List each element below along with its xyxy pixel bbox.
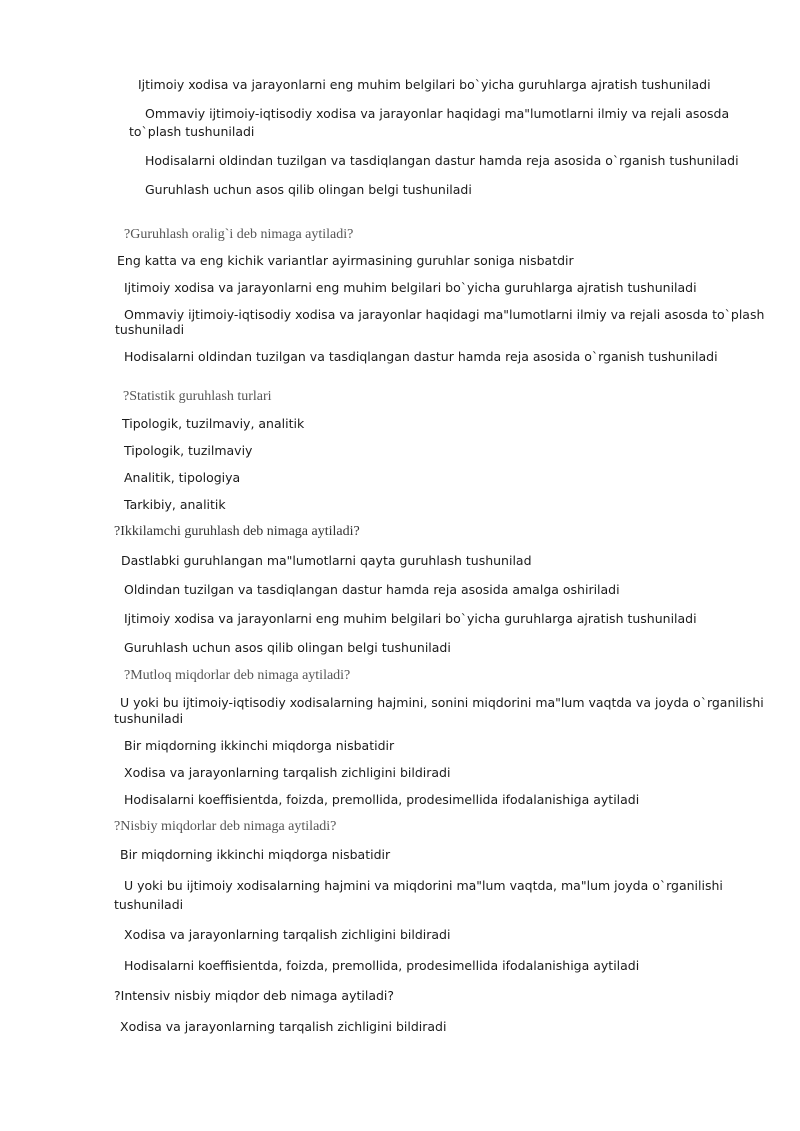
option-text-continuation: tushuniladi bbox=[115, 322, 185, 337]
option-text: Oldindan tuzilgan va tasdiqlangan dastur hamda reja asosida amalga oshiriladi bbox=[124, 582, 620, 597]
option-text: Eng katta va eng kichik variantlar ayirmasining guruhlar soniga nisbatdir bbox=[117, 253, 574, 268]
option-text: Guruhlash uchun asos qilib olingan belgi tushuniladi bbox=[145, 182, 472, 197]
question-heading: ?Nisbiy miqdorlar deb nimaga aytiladi? bbox=[114, 819, 337, 834]
question-heading: ?Guruhlash oralig`i deb nimaga aytiladi? bbox=[124, 227, 354, 242]
option-text: Hodisalarni koeffisientda, foizda, premollida, prodesimellida ifodalanishiga aytiladi bbox=[124, 958, 640, 973]
option-text: Dastlabki guruhlangan ma"lumotlarni qayta guruhlash tushunilad bbox=[121, 553, 532, 568]
option-text: Analitik, tipologiya bbox=[124, 470, 241, 485]
question-heading: ?Statistik guruhlash turlari bbox=[123, 389, 272, 404]
option-text: Xodisa va jarayonlarning tarqalish zichligini bildiradi bbox=[124, 765, 451, 780]
question-heading: ?Intensiv nisbiy miqdor deb nimaga aytiladi? bbox=[114, 988, 395, 1003]
option-text: Tarkibiy, analitik bbox=[124, 497, 226, 512]
option-text-continuation: tushuniladi bbox=[114, 711, 184, 726]
option-text: Ommaviy ijtimoiy-iqtisodiy xodisa va jarayonlar haqidagi ma"lumotlarni ilmiy va rejali asosda bbox=[145, 106, 730, 121]
option-text: Ommaviy ijtimoiy-iqtisodiy xodisa va jarayonlar haqidagi ma"lumotlarni ilmiy va rejali asosda to`plash bbox=[124, 307, 765, 322]
option-text-continuation: tushuniladi bbox=[114, 897, 184, 912]
option-text-continuation: to`plash tushuniladi bbox=[129, 124, 255, 139]
option-text: Guruhlash uchun asos qilib olingan belgi tushuniladi bbox=[124, 640, 451, 655]
option-text: Hodisalarni oldindan tuzilgan va tasdiqlangan dastur hamda reja asosida o`rganish tushuniladi bbox=[124, 349, 718, 364]
option-text: U yoki bu ijtimoiy xodisalarning hajmini va miqdorini ma"lum vaqtda, ma"lum joyda o`rganilishi bbox=[124, 878, 723, 893]
question-heading: ?Ikkilamchi guruhlash deb nimaga aytiladi? bbox=[114, 524, 360, 539]
option-text: Xodisa va jarayonlarning tarqalish zichligini bildiradi bbox=[124, 927, 451, 942]
option-text: Xodisa va jarayonlarning tarqalish zichligini bildiradi bbox=[120, 1019, 447, 1034]
option-text: Ijtimoiy xodisa va jarayonlarni eng muhim belgilari bo`yicha guruhlarga ajratish tushuniladi bbox=[124, 611, 697, 626]
option-text: Hodisalarni koeffisientda, foizda, premollida, prodesimellida ifodalanishiga aytiladi bbox=[124, 792, 640, 807]
option-text: Tipologik, tuzilmaviy bbox=[124, 443, 253, 458]
option-text: Ijtimoiy xodisa va jarayonlarni eng muhim belgilari bo`yicha guruhlarga ajratish tushuniladi bbox=[138, 77, 711, 92]
option-text: Ijtimoiy xodisa va jarayonlarni eng muhim belgilari bo`yicha guruhlarga ajratish tushuniladi bbox=[124, 280, 697, 295]
option-text: Bir miqdorning ikkinchi miqdorga nisbatidir bbox=[124, 738, 395, 753]
option-text: Bir miqdorning ikkinchi miqdorga nisbatidir bbox=[120, 847, 391, 862]
option-text: Tipologik, tuzilmaviy, analitik bbox=[122, 416, 305, 431]
option-text: U yoki bu ijtimoiy-iqtisodiy xodisalarning hajmini, sonini miqdorini ma"lum vaqtda va joyda o`rganilishi bbox=[120, 695, 764, 710]
option-text: Hodisalarni oldindan tuzilgan va tasdiqlangan dastur hamda reja asosida o`rganish tushuniladi bbox=[145, 153, 739, 168]
question-heading: ?Mutloq miqdorlar deb nimaga aytiladi? bbox=[124, 668, 351, 683]
